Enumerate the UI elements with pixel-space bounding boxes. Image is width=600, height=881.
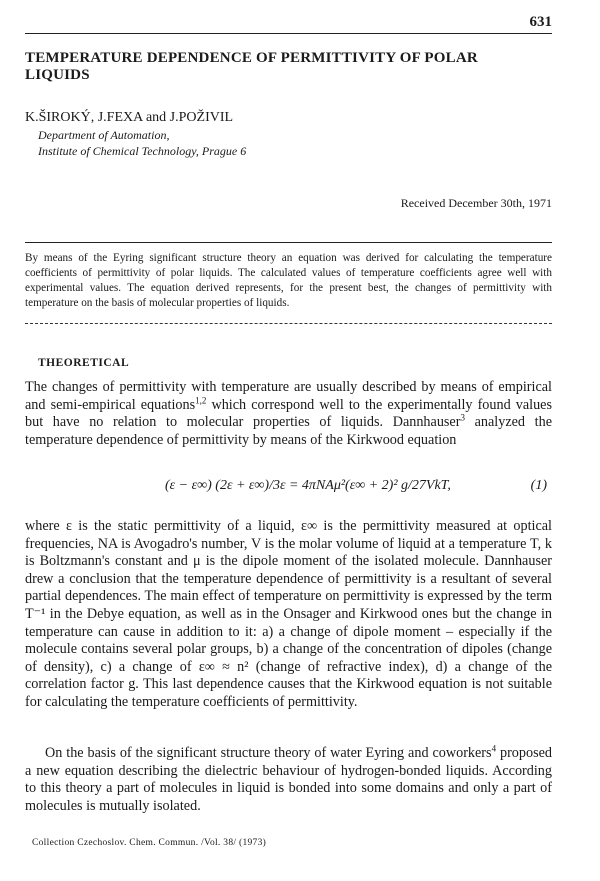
- citation-4: 4: [491, 743, 497, 754]
- paragraph-2: where ε is the static permittivity of a liquid, ε∞ is the permittivity measured at optical frequencies, NA is Avogadro's number, V is the molar volume of liquid at a temperature T, k is Boltzmann's constant and μ is the dipole moment of the isolated molecule. Dannhauser drew a conclusion that the temperature dependence of permittivity is a resultant of several partial dependences. The main effect of temperature on permittivity is expressed by the term T⁻¹ in the Debye equation, as well as in the Onsager and Kirkwood ones but the change in temperature can cause in addition to it: a) a change of dipole moment – especially if the molecule contains several polar groups, b) a change of the concentration of dipoles (change of density), c) a change of ε∞ ≈ n² (change of refractive index), d) a change of the correlation factor g. This last dependence causes that the Kirkwood equation is not suitable for calculating the temperature coefficients of permittivity.: [25, 518, 552, 710]
- received-date: Received December 30th, 1971: [400, 196, 552, 210]
- journal-footer: Collection Czechoslov. Chem. Commun. /Vol. 38/ (1973): [32, 838, 267, 848]
- citation-3: 3: [460, 412, 465, 423]
- section-heading: THEORETICAL: [38, 357, 130, 369]
- para1-text-a: The changes of permittivity with temperature are usually described by means of empirical and semi-empirical equations: [25, 379, 552, 413]
- equation-expression: (ε − ε∞) (2ε + ε∞)/3ε = 4πNAμ²(ε∞ + 2)² g/27VkT,: [165, 478, 451, 493]
- para1-text-b: which correspond well to the experimentally found values but have no relation to molecular properties of liquids. Dannhauser: [25, 396, 552, 431]
- affiliation-line-1: Department of Automation,: [38, 128, 170, 142]
- para3-text-a: On the basis of the significant structure theory of water Eyring and coworkers: [45, 745, 492, 761]
- paper-title: TEMPERATURE DEPENDENCE OF PERMITTIVITY OF POLAR LIQUIDS: [25, 50, 478, 83]
- abstract-top-rule: [25, 242, 552, 243]
- citation-1-2: 1,2: [195, 394, 207, 405]
- para3-text-b: proposed a new equation describing the dielectric behaviour of hydrogen-bonded liquids. According to this theory a part of molecules in liquid is bonded into some domains and only a part of molecules is mutually isolated.: [25, 745, 552, 814]
- header-rule: [25, 33, 552, 34]
- equation-number: (1): [530, 478, 547, 493]
- page-number: 631: [529, 14, 552, 30]
- authors: K.ŠIROKÝ, J.FEXA and J.POŽIVIL: [25, 110, 234, 125]
- affiliation-line-2: Institute of Chemical Technology, Prague 6: [38, 144, 247, 158]
- paragraph-3: [25, 745, 552, 815]
- equation-1: [25, 478, 552, 498]
- abstract-bottom-rule: [25, 323, 552, 324]
- paragraph-1: [25, 379, 552, 449]
- abstract: By means of the Eyring significant structure theory an equation was derived for calculating the temperature coefficients of permittivity of polar liquids. The calculated values of temperature coefficients agree well with experimental values. The equation derived represents, for the present best, the changes of permittivity with temperature on the basis of molecular properties of liquids.: [25, 252, 552, 309]
- para1-text-c: analyzed the temperature dependence of permittivity by means of the Kirkwood equation: [25, 414, 552, 448]
